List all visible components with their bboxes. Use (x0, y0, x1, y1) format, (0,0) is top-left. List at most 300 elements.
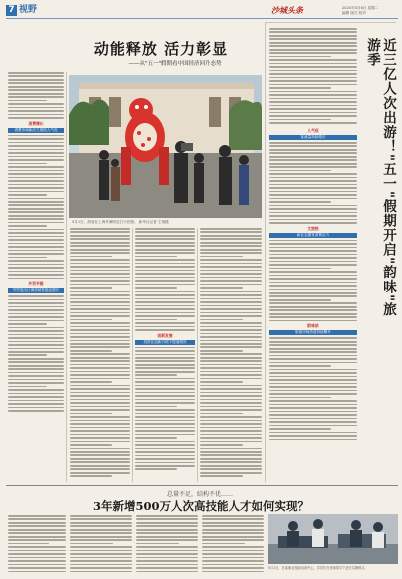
side-story-vertical-title: 近三亿人次出游！"五一"假期开启"韵味"旅游季 (364, 38, 396, 317)
text-line (70, 291, 130, 293)
text-line (8, 299, 64, 301)
text-line (70, 567, 132, 569)
text-line (200, 458, 262, 460)
text-line (200, 395, 262, 397)
text-line (200, 475, 243, 477)
text-line (8, 400, 64, 402)
text-line (269, 432, 357, 434)
text-line (8, 278, 64, 280)
text-line (8, 142, 64, 144)
text-line (8, 201, 64, 203)
text-line (70, 305, 130, 307)
text-line (136, 557, 198, 559)
text-line (200, 280, 262, 282)
text-line (200, 399, 262, 401)
page-number: 7 (6, 5, 17, 16)
text-line (8, 110, 64, 112)
text-line (8, 389, 64, 391)
text-line (8, 543, 49, 545)
text-line (269, 101, 357, 103)
text-line (70, 333, 130, 335)
text-line (269, 66, 357, 68)
section-name: 视野 (19, 5, 38, 15)
text-line (269, 414, 357, 416)
text-line (70, 553, 132, 555)
text-line (70, 420, 130, 422)
text-line (135, 280, 195, 282)
text-line (8, 344, 64, 346)
text-line (269, 302, 357, 304)
text-line (70, 441, 130, 443)
text-line (70, 228, 130, 230)
text-line (200, 305, 262, 307)
text-line (135, 458, 195, 460)
text-line (200, 340, 262, 342)
bottom-story-kicker: 总量不足，结构不优…… (166, 491, 233, 498)
text-line (8, 75, 64, 77)
text-line (200, 461, 262, 463)
paper-logo: 沙城头条 (271, 5, 303, 15)
text-line (269, 112, 357, 114)
text-line (200, 231, 262, 233)
text-line (70, 465, 130, 467)
text-line (8, 306, 64, 308)
text-line (8, 323, 47, 325)
text-line (269, 159, 357, 161)
text-line (269, 77, 357, 79)
text-line (269, 292, 357, 294)
text-line (200, 448, 262, 450)
text-line (269, 404, 357, 406)
text-line (70, 357, 130, 359)
text-line (70, 284, 130, 286)
text-line (70, 326, 130, 328)
text-line (8, 246, 64, 248)
text-line (70, 539, 132, 541)
text-line (202, 529, 264, 531)
text-line (70, 399, 130, 401)
text-line (200, 287, 243, 289)
text-line (8, 539, 66, 541)
text-line (70, 266, 130, 268)
text-line (269, 289, 357, 291)
text-line (269, 313, 357, 315)
text-line (269, 205, 357, 207)
text-line (135, 235, 195, 237)
text-line (269, 320, 357, 322)
text-line (200, 371, 262, 373)
text-line (269, 198, 357, 200)
text-line (269, 105, 357, 107)
text-line (70, 413, 112, 415)
text-line (8, 180, 64, 182)
text-line (70, 242, 130, 244)
text-line (8, 173, 64, 175)
text-line (8, 337, 64, 339)
text-line (202, 543, 245, 545)
text-line (200, 420, 262, 422)
text-line (269, 411, 357, 413)
text-line (200, 357, 262, 359)
text-line (269, 309, 357, 311)
text-line (269, 254, 357, 256)
text-line (70, 454, 130, 456)
text-line (202, 539, 264, 541)
text-line (70, 343, 130, 345)
text-line (269, 149, 357, 151)
text-line (135, 420, 195, 422)
text-line (8, 532, 66, 534)
text-line (70, 235, 130, 237)
text-line (70, 350, 112, 352)
subhead-label: 创新发展 (157, 332, 173, 338)
text-line (135, 402, 195, 404)
text-line (269, 299, 331, 301)
text-line (70, 448, 130, 450)
text-line (200, 308, 262, 310)
text-line (269, 275, 357, 277)
main-photo (69, 75, 262, 218)
subhead-market-heat: 旅游市场热度持续攀升 (269, 330, 357, 335)
text-line (8, 313, 64, 315)
text-line (135, 468, 177, 470)
text-line (70, 259, 130, 261)
section-rule (266, 22, 396, 23)
text-line (8, 257, 47, 259)
text-line (70, 406, 130, 408)
text-line (8, 567, 66, 569)
text-line (136, 564, 198, 566)
text-line (135, 378, 195, 380)
text-line (200, 242, 262, 244)
text-line (70, 451, 130, 453)
text-line (8, 361, 64, 363)
text-line (269, 285, 357, 287)
text-line (200, 353, 262, 355)
text-line (70, 340, 130, 342)
text-line (269, 49, 357, 51)
text-line (8, 302, 64, 304)
text-line (70, 238, 130, 240)
text-line (200, 427, 262, 429)
subhead-label: 韵味浓 (307, 323, 319, 329)
top-story-column-4 (200, 228, 262, 482)
text-line (8, 152, 64, 154)
text-line (70, 263, 130, 265)
top-story-left-column (8, 72, 64, 482)
text-line (8, 274, 64, 276)
subhead-culture-tourism: 新业态激发消费活力 (269, 233, 357, 238)
main-photo-caption: 5月1日，游客在上海外滩附近打卡拍照。 新华社记者 王翔摄 (72, 220, 169, 224)
text-line (269, 400, 357, 402)
text-line (200, 402, 262, 404)
text-line (200, 259, 262, 261)
text-line (8, 536, 66, 538)
text-line (269, 390, 357, 392)
text-line (269, 173, 357, 175)
text-line (70, 245, 130, 247)
text-line (200, 360, 262, 362)
text-line (135, 437, 177, 439)
text-line (8, 327, 64, 329)
text-line (8, 218, 64, 220)
text-line (8, 407, 64, 409)
text-line (8, 354, 47, 356)
text-line (8, 170, 64, 172)
text-line (70, 427, 130, 429)
text-line (70, 444, 112, 446)
text-line (70, 529, 132, 531)
text-line (8, 382, 64, 384)
text-line (70, 322, 130, 324)
text-line (200, 374, 262, 376)
text-line (200, 315, 262, 317)
text-line (70, 336, 130, 338)
text-line (269, 365, 331, 367)
text-line (200, 249, 262, 251)
text-line (136, 522, 198, 524)
text-line (200, 454, 262, 456)
text-line (202, 532, 264, 534)
text-line (8, 184, 64, 186)
text-line (200, 350, 243, 352)
text-line (269, 73, 357, 75)
text-line (269, 247, 357, 249)
text-line (135, 319, 177, 321)
text-line (135, 451, 195, 453)
text-line (135, 238, 195, 240)
text-line (202, 522, 264, 524)
text-line (135, 409, 195, 411)
text-line (200, 444, 243, 446)
text-line (8, 260, 64, 262)
text-line (70, 522, 132, 524)
top-story-subtitle: ——从"五一"假期看中国经济回升态势 (128, 61, 222, 67)
text-line (70, 416, 130, 418)
text-line (70, 571, 132, 573)
text-line (70, 312, 130, 314)
subhead-label: 人气旺 (307, 128, 319, 133)
text-line (200, 434, 262, 436)
training-workshop-illustration (268, 514, 398, 564)
text-line (269, 362, 357, 364)
text-line (136, 571, 198, 573)
text-line (8, 546, 66, 548)
bottom-story-column-2 (70, 515, 132, 577)
text-line (135, 427, 195, 429)
text-line (135, 284, 195, 286)
text-line (136, 529, 198, 531)
text-line (135, 374, 177, 376)
text-line (269, 56, 331, 58)
text-line (135, 249, 195, 251)
text-line (8, 208, 64, 210)
text-line (8, 518, 66, 520)
text-line (70, 437, 130, 439)
text-line (135, 465, 195, 467)
text-line (70, 395, 130, 397)
festival-scene-illustration (69, 75, 262, 218)
text-line (135, 462, 195, 464)
text-line (8, 82, 64, 84)
text-line (135, 385, 195, 387)
text-line (200, 413, 243, 415)
text-line (8, 211, 64, 213)
issue-date: 2025年5月6日 星期二 (342, 6, 379, 10)
side-story-intro-text (269, 28, 357, 128)
text-line (269, 35, 357, 37)
text-line (269, 166, 357, 168)
subhead-label: 外贸平稳 (28, 281, 44, 287)
text-line (136, 539, 198, 541)
text-line (135, 367, 195, 369)
text-line (200, 277, 262, 279)
text-line (202, 560, 264, 562)
text-line (70, 287, 112, 289)
text-line (70, 543, 113, 545)
text-line (70, 402, 130, 404)
text-line (269, 282, 357, 284)
text-line (135, 326, 195, 328)
text-line (136, 550, 198, 552)
bottom-photo (268, 514, 398, 564)
text-line (269, 84, 357, 86)
text-line (8, 72, 64, 74)
text-line (8, 166, 64, 168)
text-line (8, 149, 64, 151)
text-line (200, 430, 262, 432)
text-line (135, 423, 195, 425)
text-line (202, 571, 264, 573)
text-line (136, 518, 198, 520)
text-line (135, 259, 195, 261)
text-line (269, 63, 357, 65)
text-line (200, 416, 262, 418)
text-line (70, 301, 130, 303)
text-line (135, 381, 195, 383)
text-line (8, 410, 64, 412)
text-line (135, 395, 195, 397)
text-line (8, 309, 64, 311)
text-line (200, 294, 262, 296)
text-line (135, 294, 195, 296)
text-line (200, 468, 262, 470)
text-line (269, 219, 357, 221)
text-line (200, 385, 262, 387)
text-line (135, 273, 195, 275)
text-line (269, 177, 357, 179)
text-line (269, 91, 357, 93)
text-line (70, 468, 130, 470)
text-line (8, 114, 64, 116)
text-line (70, 360, 130, 362)
text-line (8, 229, 64, 231)
text-line (269, 295, 357, 297)
text-line (70, 564, 132, 566)
text-line (70, 249, 130, 251)
text-line (136, 560, 198, 562)
text-line (200, 235, 262, 237)
text-line (200, 322, 262, 324)
text-line (269, 337, 357, 339)
subhead-label: 文旅热 (307, 225, 319, 231)
text-line (8, 560, 66, 562)
text-line (8, 117, 64, 119)
text-line (135, 228, 195, 230)
text-line (8, 159, 64, 161)
text-line (135, 329, 195, 331)
text-line (135, 277, 195, 279)
text-line (136, 546, 198, 548)
text-line (8, 341, 64, 343)
text-line (200, 266, 262, 268)
top-story-column-2 (70, 228, 130, 482)
text-line (269, 268, 331, 270)
text-line (269, 163, 357, 165)
text-line (8, 243, 64, 245)
text-line (70, 409, 130, 411)
section-rule (6, 485, 398, 486)
text-line (269, 271, 357, 273)
text-line (200, 326, 262, 328)
text-line (269, 222, 357, 224)
text-line (269, 52, 357, 54)
text-line (135, 434, 195, 436)
text-line (8, 187, 64, 189)
text-line (8, 96, 64, 98)
text-line (8, 86, 64, 88)
text-line (269, 180, 357, 182)
text-line (8, 156, 64, 158)
text-line (135, 263, 195, 265)
text-line (70, 532, 132, 534)
text-line (269, 341, 357, 343)
text-line (202, 515, 264, 517)
text-line (200, 472, 262, 474)
text-line (70, 557, 132, 559)
text-line (8, 295, 64, 297)
text-line (135, 444, 195, 446)
text-line (269, 418, 357, 420)
text-line (202, 550, 264, 552)
text-line (70, 388, 130, 390)
text-line (136, 532, 198, 534)
text-line (200, 437, 262, 439)
text-line (70, 315, 130, 317)
text-line (70, 308, 130, 310)
text-line (269, 80, 357, 82)
text-line (269, 278, 357, 280)
text-line (8, 557, 66, 559)
text-line (8, 191, 64, 193)
text-line (269, 191, 357, 193)
column-rule (66, 72, 67, 482)
text-line (8, 348, 64, 350)
text-line (70, 252, 130, 254)
text-line (135, 371, 195, 373)
text-line (269, 115, 357, 117)
text-line (269, 407, 357, 409)
text-line (70, 329, 130, 331)
text-line (202, 567, 264, 569)
text-line (70, 256, 112, 258)
text-line (269, 261, 357, 263)
text-line (200, 367, 262, 369)
text-line (200, 406, 262, 408)
text-line (135, 360, 195, 362)
text-line (202, 553, 264, 555)
text-line (269, 142, 357, 144)
